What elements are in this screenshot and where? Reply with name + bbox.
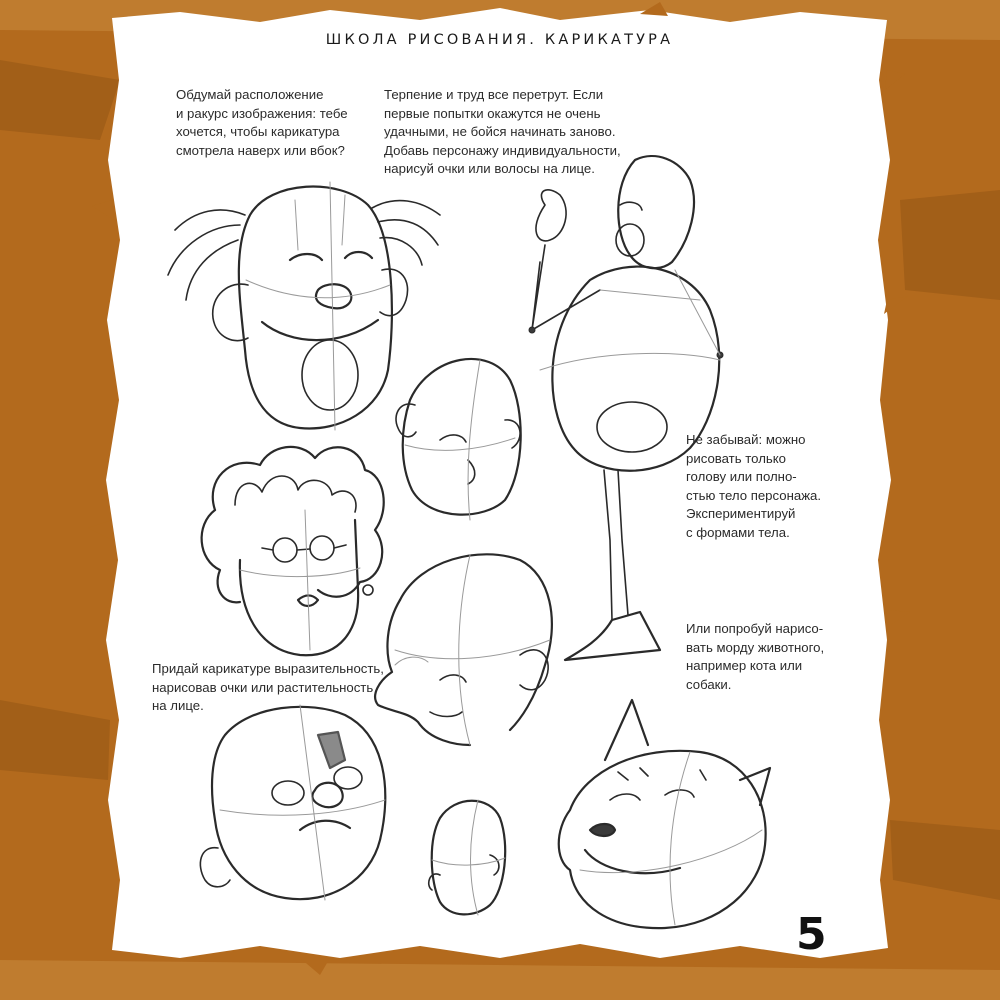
sketch-mustache-man xyxy=(200,705,385,900)
sketch-curly-woman xyxy=(202,447,384,655)
sketch-bald-big-nose xyxy=(375,554,552,745)
page-header: ШКОЛА РИСОВАНИЯ. КАРИКАТУРА xyxy=(325,32,674,48)
note-animal: Или попробуй нарисо- вать морду животного, например кота или собаки. xyxy=(686,621,825,692)
note-body: Не забывай: можно рисовать только голову или полно- стью тело персонажа. Экспериментируй с формами тела. xyxy=(686,432,822,540)
sketch-cat-face xyxy=(559,700,770,928)
note-expression: Придай карикатуре выразительность, нарисовав очки или растительность на лице. xyxy=(152,661,384,713)
page-number: 5 xyxy=(796,909,827,960)
sketch-bald-man-smiling xyxy=(168,182,440,430)
sketch-stick-figure-body xyxy=(529,156,723,660)
note-patience: Терпение и труд все перетрут. Если первые попытки окажутся не очень удачными, не бойся начинать заново. Добавь персонажу индивидуальности, нарисуй очки или волосы на лице. xyxy=(384,87,621,176)
note-viewpoint: Обдумай расположение и ракурс изображения: тебе хочется, чтобы карикатура смотрела наверх или вбок? xyxy=(176,87,348,158)
sketch-small-egg-head xyxy=(429,800,505,915)
sketch-small-bald-head xyxy=(396,359,521,520)
